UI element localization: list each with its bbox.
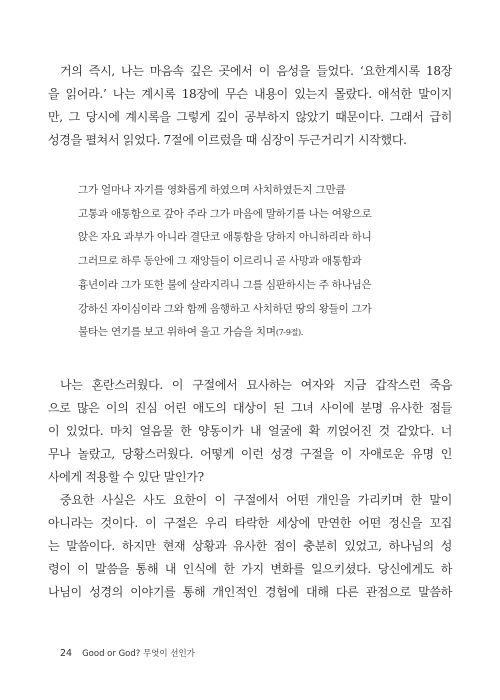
- para2-line-1: 나는 혼란스러웠다. 이 구절에서 묘사하는 여자와 지금 갑작스런 죽음: [60, 378, 452, 392]
- quote-line-6: 강하신 자이심이라 그와 함께 음행하고 사치하던 땅의 왕들이 그가: [78, 302, 372, 315]
- quote-line-3: 앉은 자요 과부가 아니라 결단코 애통함을 당하지 아니하리라 하니: [78, 231, 372, 244]
- quote-line-4: 그러므로 하루 동안에 그 재앙들이 이르리니 곧 사망과 애통함과: [78, 255, 362, 268]
- para2-line-6: 중요한 사실은 사도 요한이 이 구절에서 어떤 개인을 가리키며 한 말이: [60, 493, 452, 507]
- paragraph-intro: [48, 60, 452, 152]
- page-footer: [60, 647, 195, 659]
- quote-line-2: 고통과 애통함으로 갚아 주라 그가 마음에 말하기를 나는 여왕으로: [78, 207, 372, 220]
- para2-line-10: 나님이 성경의 이야기를 통해 개인적인 경험에 대해 다른 관점으로 말씀하: [48, 585, 452, 599]
- para2-line-5: 사에게 적용할 수 있단 말인가?: [48, 470, 204, 484]
- para2-line-9: 령이 이 말씀을 통해 내 인식에 한 가지 변화를 일으키셨다. 당신에게도 하: [48, 562, 452, 576]
- paragraph-main: [48, 374, 452, 604]
- para2-line-2: 으로 많은 이의 진심 어린 애도의 대상이 된 그녀 사이에 분명 유사한 점들: [48, 401, 452, 415]
- quote-line-7: [78, 321, 408, 345]
- para2-line-4: 무나 놀랐고, 당황스러웠다. 어떻게 이런 성경 구절을 이 자애로운 유명 인: [48, 447, 452, 461]
- para1-line-2: 을 읽어라.’ 나는 계시록 18장에 무슨 내용이 있는지 몰랐다. 애석한 말이지: [48, 87, 452, 101]
- para1-line-3: 만, 그 당시에 계시록을 그렇게 깊이 공부하지 않았기 때문이다. 그래서 급히: [48, 110, 452, 124]
- page-number: 24: [60, 648, 73, 659]
- running-title: Good or God? 무엇이 선인가: [82, 649, 195, 659]
- para2-line-7: 아니라는 것이다. 이 구절은 우리 타락한 세상에 만연한 어떤 정신을 꼬집: [48, 516, 452, 530]
- quote-line-5: 흉년이라 그가 또한 불에 살라지리니 그를 심판하시는 주 하나님은: [78, 278, 372, 291]
- quote-citation: (7-9절).: [275, 328, 304, 338]
- quote-line-7-text: 불타는 연기를 보고 위하여 울고 가슴을 치며: [78, 326, 276, 339]
- para1-line-4: 성경을 펼쳐서 읽었다. 7절에 이르렀을 때 심장이 두근거리기 시작했다.: [48, 133, 407, 147]
- quote-line-1: 그가 얼마나 자기를 영화롭게 하였으며 사치하였든지 그만큼: [78, 184, 346, 196]
- para1-line-1: 거의 즉시, 나는 마음속 깊은 곳에서 이 음성을 들었다. ‘요한계시록 18장: [60, 64, 452, 78]
- scripture-quote: [78, 179, 408, 345]
- para2-line-8: 는 말씀이다. 하지만 현재 상황과 유사한 점이 충분히 있었고, 하나님의 성: [48, 539, 452, 553]
- para2-line-3: 이 있었다. 마치 얼음물 한 양동이가 내 얼굴에 확 끼얹어진 것 같았다. 너: [48, 424, 452, 438]
